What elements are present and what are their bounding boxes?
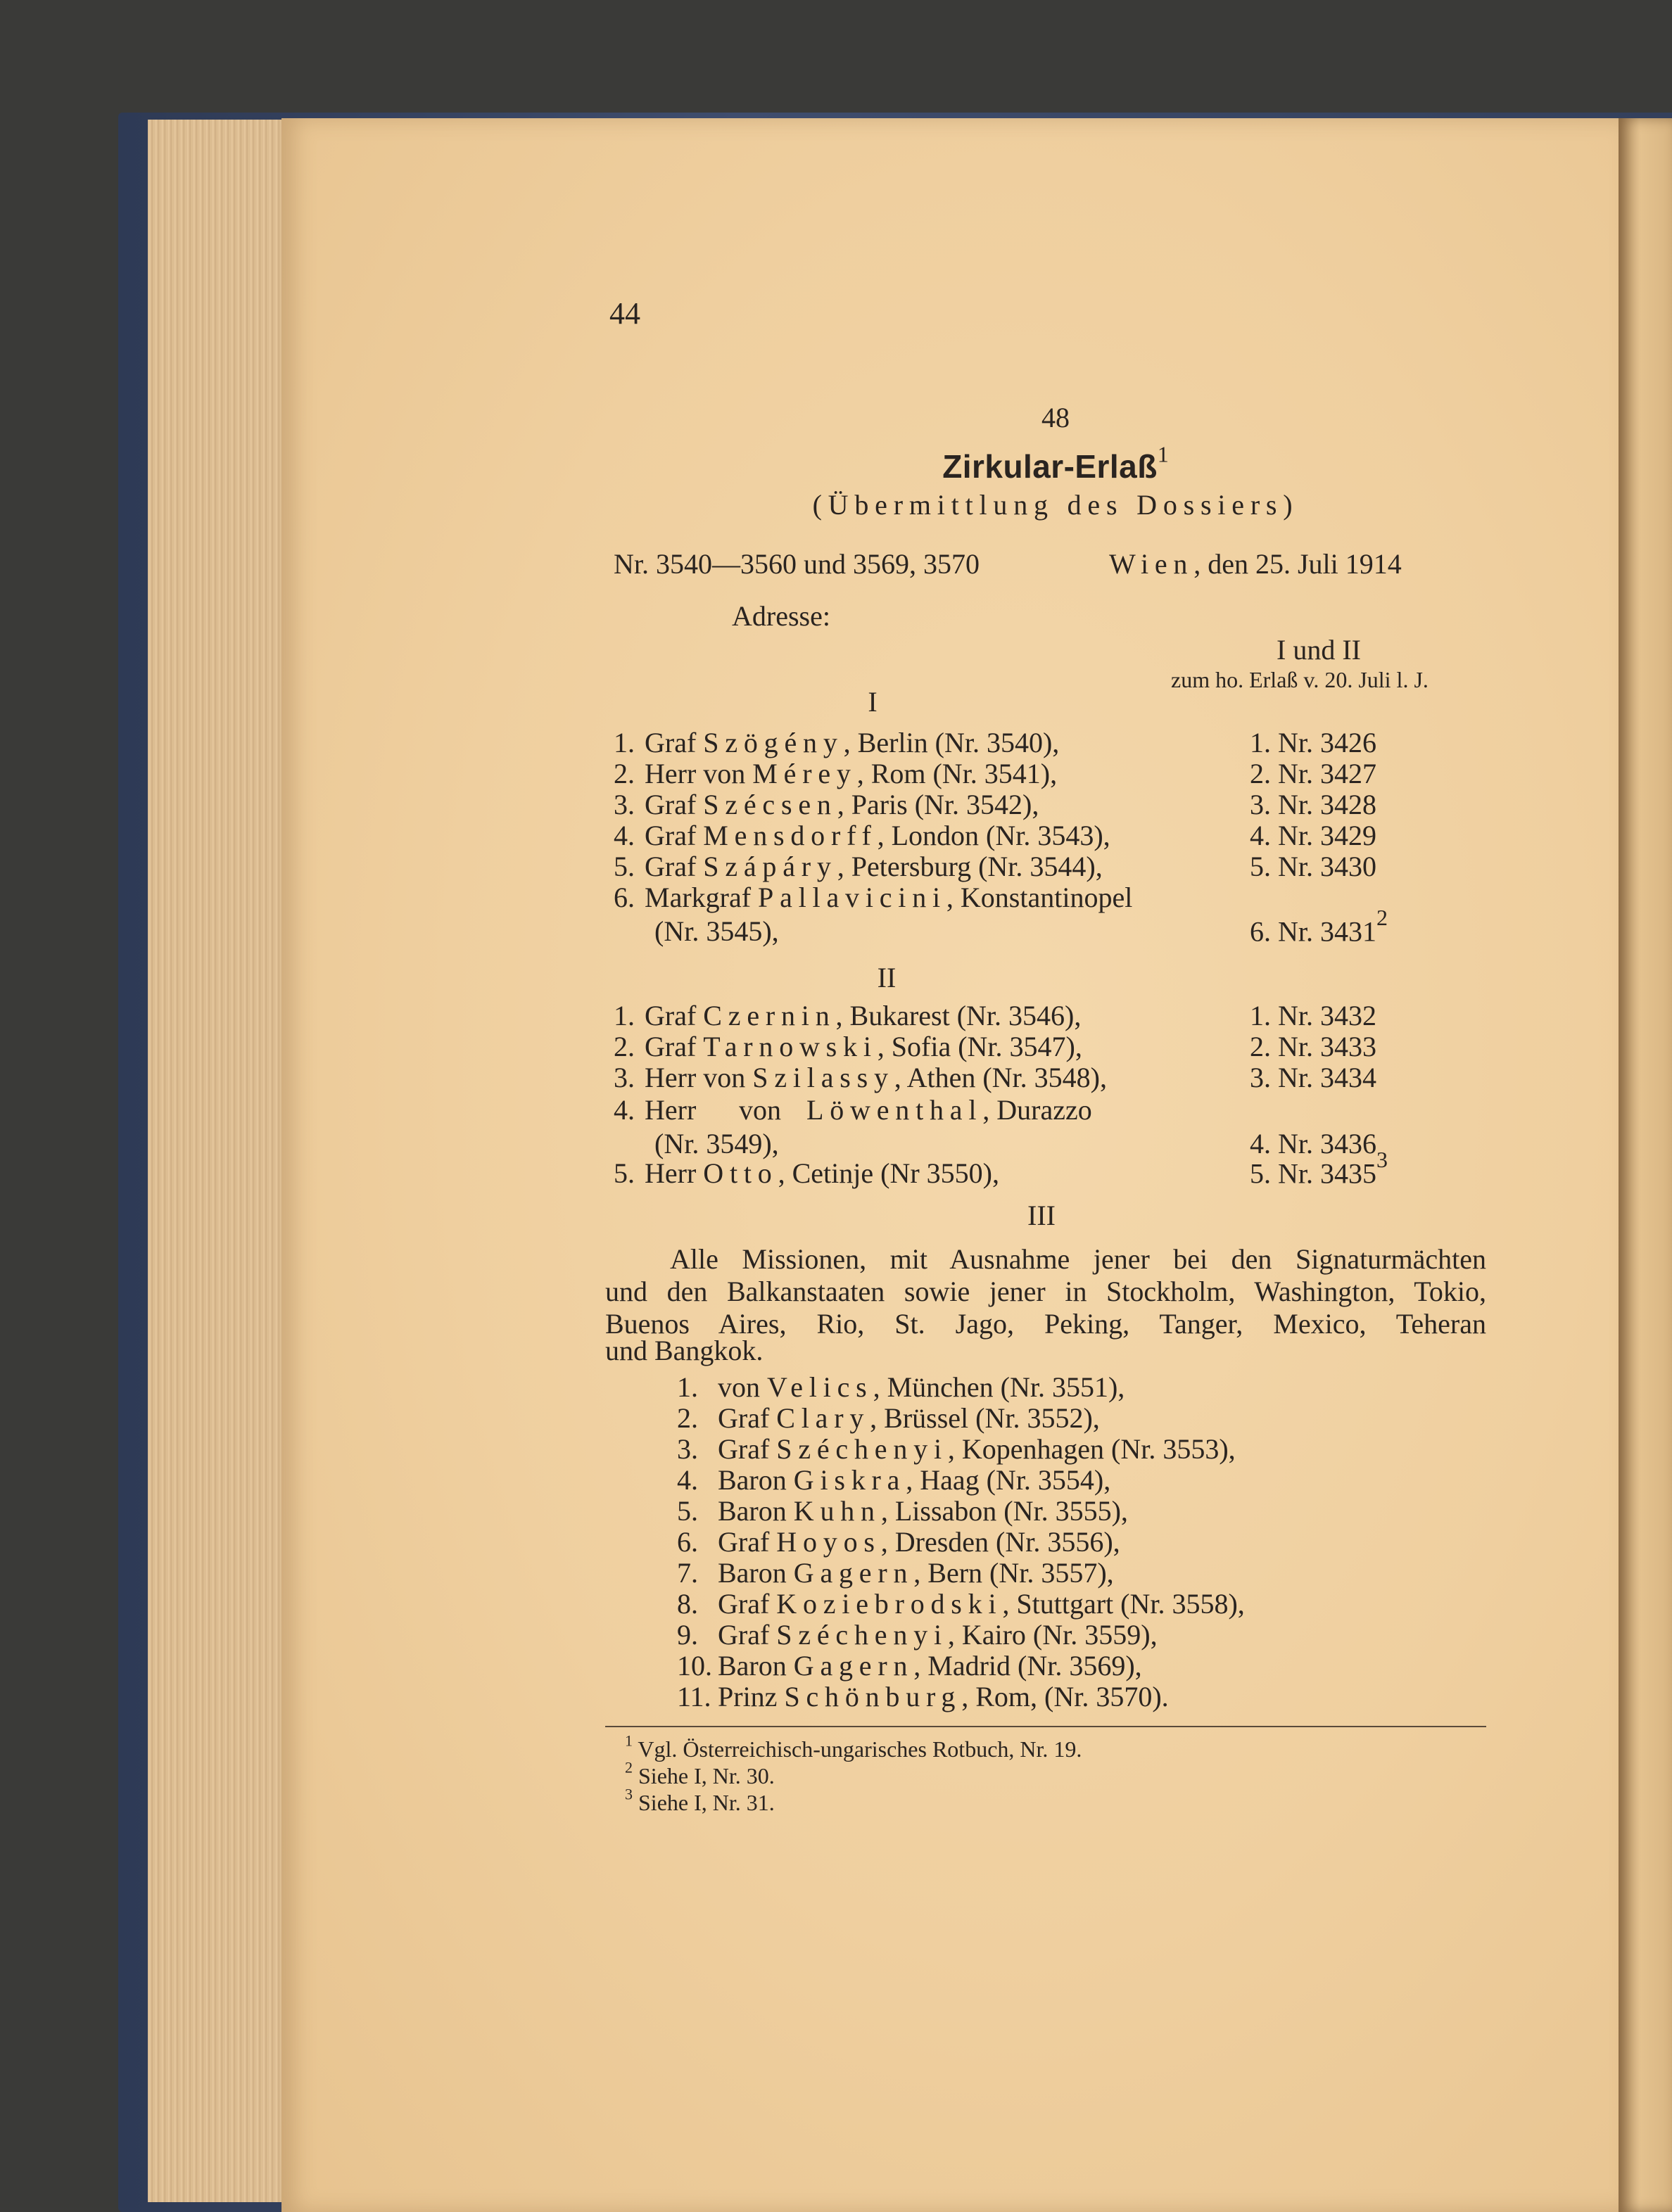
list-item-number: 1. <box>614 1000 635 1031</box>
rank-text: Graf <box>645 820 697 851</box>
location-text: , Stuttgart (Nr. 3558), <box>1002 1588 1245 1620</box>
list-item-entry <box>718 1373 1125 1401</box>
person-name: Hoyos <box>776 1526 881 1558</box>
person-name: Clary <box>776 1402 870 1434</box>
person-name: Szápáry <box>703 851 837 882</box>
location-text: , Cetinje (Nr 3550), <box>778 1157 999 1189</box>
person-name: Otto <box>703 1157 778 1189</box>
list-item-entry <box>645 1033 1082 1061</box>
location-text: , Athen (Nr. 3548), <box>894 1062 1107 1093</box>
list-item-reference: 2. Nr. 3433 <box>1250 1031 1376 1062</box>
list-item-entry <box>806 1096 1092 1124</box>
person-name: Széchenyi <box>776 1433 948 1465</box>
title-footnote-mark: 1 <box>1157 441 1169 467</box>
rank-text: Herr von <box>645 1062 746 1093</box>
list-item-number: 5. <box>614 851 635 882</box>
location-text: , Rom, (Nr. 3570). <box>961 1681 1169 1712</box>
location-text: , Haag (Nr. 3554), <box>906 1464 1111 1496</box>
list-item-continuation: (Nr. 3545), <box>654 915 779 947</box>
list-item-reference: 5. Nr. 3430 <box>1250 851 1376 882</box>
paragraph-line: und Bangkok. <box>605 1335 764 1366</box>
list-item-number: 2. <box>614 1031 635 1062</box>
location-text: , Kairo (Nr. 3559), <box>947 1619 1158 1651</box>
paragraph-line: Buenos Aires, Rio, St. Jago, Peking, Tanger, Mexico, Teheran <box>605 1308 1486 1340</box>
location-text: , Rom (Nr. 3541), <box>856 758 1058 789</box>
location-text: , Petersburg (Nr. 3544), <box>837 851 1103 882</box>
list-item-entry <box>645 760 1057 788</box>
list-item-entry <box>645 791 1039 819</box>
rank-text: von <box>718 1371 760 1403</box>
paragraph-line: und den Balkanstaaten sowie jener in Stockholm, Washington, Tokio, <box>605 1276 1486 1307</box>
footnote-mark: 3 <box>1376 1147 1388 1172</box>
reference-numbers: Nr. 3540—3560 und 3569, 3570 <box>614 548 980 580</box>
location-text: , München (Nr. 3551), <box>873 1371 1125 1403</box>
person-name: Pallavicini <box>758 882 946 913</box>
list-item-entry <box>645 1002 1081 1030</box>
section-heading-1: I <box>868 686 878 718</box>
place-name: Wien <box>1109 548 1194 580</box>
location-text: , Durazzo <box>982 1094 1092 1126</box>
rank-text: Graf <box>718 1619 770 1651</box>
list-item-number: 3. <box>614 789 635 820</box>
list-item-number: 6. <box>614 882 635 913</box>
footnote <box>625 1731 1082 1762</box>
list-item-number: 4. <box>614 1094 635 1126</box>
location-text: , Bukarest (Nr. 3546), <box>835 1000 1082 1031</box>
rank-text: Graf <box>645 727 697 758</box>
list-item-reference: 4. Nr. 3436 <box>1250 1128 1376 1159</box>
list-item-reference: 2. Nr. 3427 <box>1250 758 1376 789</box>
list-item-number: 5. <box>614 1157 635 1189</box>
list-item-number: 2. <box>614 758 635 789</box>
document-title <box>774 441 1337 485</box>
footnote <box>625 1785 775 1815</box>
person-name: Széchenyi <box>776 1619 948 1651</box>
list-item-rank: Herr <box>645 1094 697 1126</box>
title-text: Zirkular-Erlaß <box>942 448 1158 485</box>
person-name: Mensdorff <box>703 820 878 851</box>
list-item-entry <box>718 1435 1236 1463</box>
list-item-number: 3. <box>614 1062 635 1093</box>
reference-text: 6. Nr. 3431 <box>1250 915 1376 948</box>
footnote-mark: 3 <box>625 1785 633 1803</box>
person-name: Szécsen <box>703 789 837 820</box>
person-name: Schönburg <box>784 1681 962 1712</box>
list-item-continuation: (Nr. 3549), <box>654 1128 779 1159</box>
list-item-entry <box>645 1159 999 1188</box>
rank-text: Herr von <box>645 758 746 789</box>
list-item-entry <box>645 853 1103 881</box>
location-text: , Bern (Nr. 3557), <box>913 1557 1114 1589</box>
footnote-mark: 2 <box>625 1758 633 1776</box>
footnote-text: Siehe I, Nr. 30. <box>638 1763 775 1788</box>
list-item-entry <box>645 729 1059 757</box>
document-subtitle: (Übermittlung des Dossiers) <box>812 489 1299 521</box>
list-item-reference <box>1250 1147 1388 1190</box>
person-name: Velics <box>767 1371 873 1403</box>
list-item-entry <box>645 1064 1107 1092</box>
page-number: 44 <box>609 296 640 331</box>
list-item-number: 10. <box>677 1650 712 1682</box>
person-name: Mérey <box>752 758 857 789</box>
rank-text: Herr <box>645 1157 697 1189</box>
right-column-header: I und II <box>1277 634 1361 666</box>
person-name: Czernin <box>703 1000 836 1031</box>
list-item-number: 5. <box>677 1495 698 1527</box>
rank-text: Baron <box>718 1650 787 1682</box>
address-label: Adresse: <box>732 600 830 632</box>
list-item-entry <box>718 1621 1158 1649</box>
location-text: , London (Nr. 3543), <box>877 820 1110 851</box>
list-item-number: 6. <box>677 1526 698 1558</box>
rank-text: Graf <box>645 851 697 882</box>
list-item-number: 2. <box>677 1402 698 1434</box>
footnote-text: Siehe I, Nr. 31. <box>638 1790 775 1815</box>
person-name: Kuhn <box>793 1495 881 1527</box>
footnote-rule <box>605 1726 1486 1727</box>
location-text: , Berlin (Nr. 3540), <box>843 727 1060 758</box>
rank-text: Baron <box>718 1495 787 1527</box>
person-name: Giskra <box>793 1464 906 1496</box>
list-item-entry <box>718 1683 1169 1711</box>
list-item-entry <box>645 822 1110 850</box>
list-item-reference: 1. Nr. 3426 <box>1250 727 1376 758</box>
reference-text: 5. Nr. 3435 <box>1250 1157 1376 1190</box>
list-item-entry <box>718 1497 1128 1525</box>
list-item-number: 9. <box>677 1619 698 1651</box>
location-text: , Lissabon (Nr. 3555), <box>880 1495 1128 1527</box>
footnote-mark: 1 <box>625 1731 633 1750</box>
rank-text: Graf <box>645 1031 697 1062</box>
list-item-number: 3. <box>677 1433 698 1465</box>
list-item-number: 4. <box>677 1464 698 1496</box>
list-item-entry <box>718 1404 1100 1432</box>
section-heading-3: III <box>1027 1200 1056 1231</box>
list-item-reference: 3. Nr. 3434 <box>1250 1062 1376 1093</box>
location-text: , Madrid (Nr. 3569), <box>913 1650 1142 1682</box>
person-name: Szögény <box>703 727 844 758</box>
list-item-reference <box>1250 905 1388 948</box>
location-text: , Kopenhagen (Nr. 3553), <box>947 1433 1236 1465</box>
right-column-subheader: zum ho. Erlaß v. 20. Juli l. J. <box>1171 667 1429 692</box>
list-item-reference: 4. Nr. 3429 <box>1250 820 1376 851</box>
place-date <box>1109 550 1402 578</box>
list-item-rank: von <box>739 1094 781 1126</box>
rank-text: Graf <box>645 1000 697 1031</box>
location-text: , Brüssel (Nr. 3552), <box>870 1402 1100 1434</box>
rank-text: Graf <box>718 1588 770 1620</box>
location-text: , Paris (Nr. 3542), <box>837 789 1039 820</box>
list-item-entry <box>718 1590 1245 1618</box>
paragraph-line: Alle Missionen, mit Ausnahme jener bei den Signaturmächten <box>670 1243 1486 1275</box>
list-item-reference: 3. Nr. 3428 <box>1250 789 1376 820</box>
rank-text: Baron <box>718 1464 787 1496</box>
list-item-entry <box>718 1652 1142 1680</box>
list-item-reference: 1. Nr. 3432 <box>1250 1000 1376 1031</box>
rank-text: Markgraf <box>645 882 752 913</box>
rank-text: Graf <box>645 789 697 820</box>
list-item-number: 4. <box>614 820 635 851</box>
rank-text: Prinz <box>718 1681 778 1712</box>
rank-text: Graf <box>718 1433 770 1465</box>
list-item-number: 1. <box>614 727 635 758</box>
list-item-number: 8. <box>677 1588 698 1620</box>
person-name: Gagern <box>793 1557 914 1589</box>
person-name: Gagern <box>793 1650 914 1682</box>
footnote-mark: 2 <box>1376 905 1388 930</box>
person-name: Koziebrodski <box>776 1588 1003 1620</box>
location-text: , Konstantinopel <box>946 882 1133 913</box>
person-name: Löwenthal <box>806 1094 983 1126</box>
rank-text: Graf <box>718 1402 770 1434</box>
location-text: , Sofia (Nr. 3547), <box>877 1031 1082 1062</box>
rank-text: Baron <box>718 1557 787 1589</box>
date-text: , den 25. Juli 1914 <box>1193 548 1402 580</box>
location-text: , Dresden (Nr. 3556), <box>880 1526 1120 1558</box>
next-page-edge <box>1619 118 1672 2212</box>
person-name: Szilassy <box>752 1062 894 1093</box>
footnote-text: Vgl. Österreichisch-ungarisches Rotbuch, Nr. 19. <box>638 1736 1082 1762</box>
list-item-entry <box>718 1559 1114 1587</box>
list-item-number: 1. <box>677 1371 698 1403</box>
list-item-number: 11. <box>677 1681 711 1712</box>
list-item-entry <box>718 1466 1110 1494</box>
list-item-entry <box>718 1528 1120 1556</box>
list-item-entry <box>645 884 1132 912</box>
rank-text: Graf <box>718 1526 770 1558</box>
list-item-number: 7. <box>677 1557 698 1589</box>
person-name: Tarnowski <box>703 1031 878 1062</box>
document-number: 48 <box>1041 402 1070 433</box>
footnote <box>625 1758 775 1788</box>
section-heading-2: II <box>877 962 897 993</box>
